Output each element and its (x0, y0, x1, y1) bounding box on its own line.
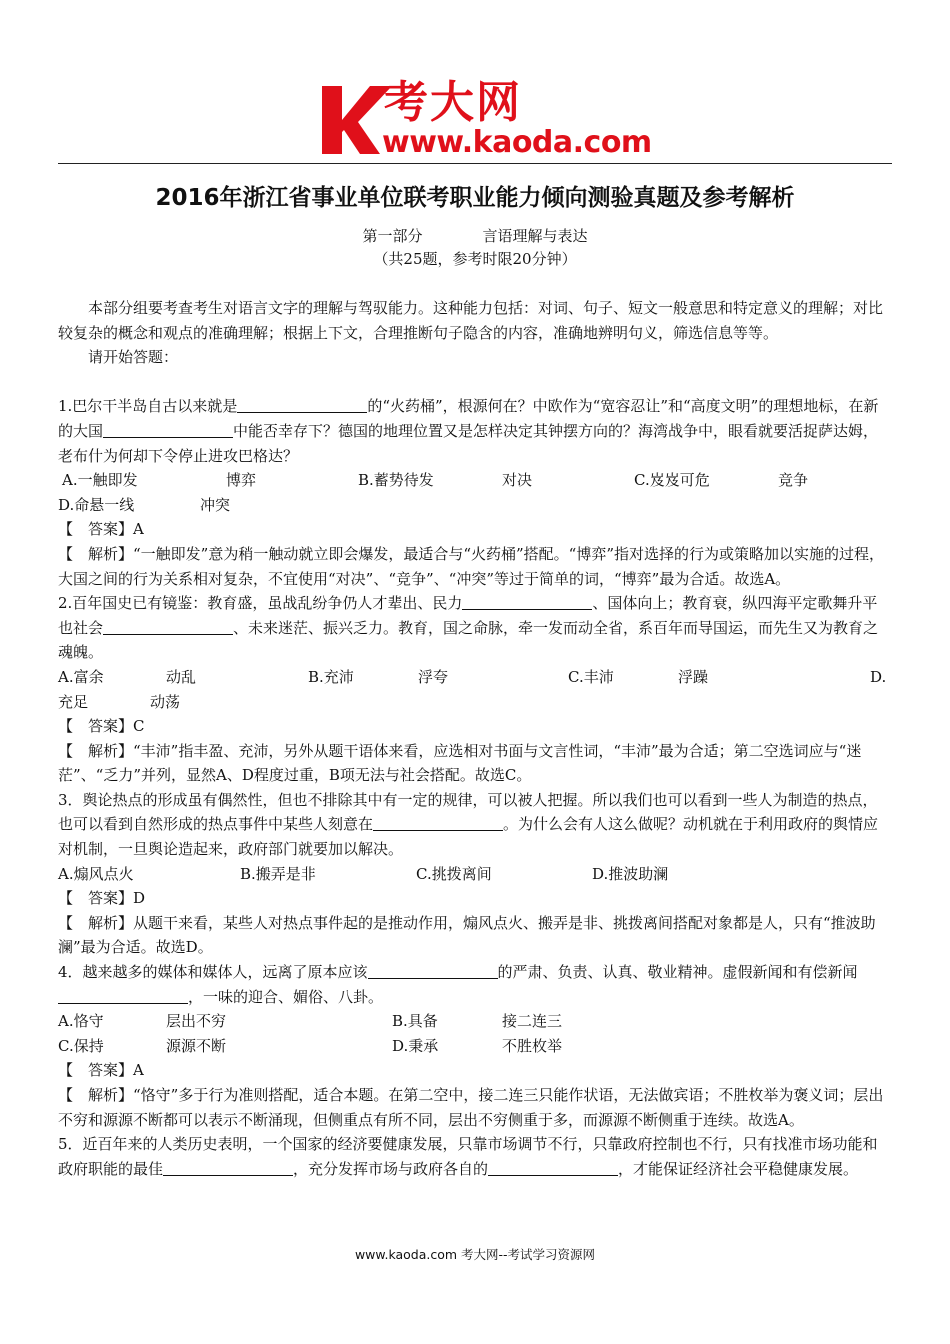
part-number: 第一部分 (362, 227, 423, 245)
option: 博弈 (226, 471, 257, 490)
option: 竞争 (778, 471, 809, 490)
question-1-options (58, 468, 892, 493)
question-2-options-row2 (58, 690, 892, 715)
option: D.命悬一线 (58, 495, 135, 514)
question-3-options (58, 862, 892, 887)
question-1-stem: 1.巴尔干半岛自古以来就是 的“火药桶”，根源何在？中欧作为“宽容忍让”和“高度文明”的理想地标，在新的大国 中能否幸存下？德国的地理位置又是怎样决定其钟摆方向的？海湾战争中，眼看就要活捉萨达姆，老布什为何却下令停止进攻巴格达？ (58, 397, 879, 465)
page-footer: www.kaoda.com 考大网--考试学习资源网 (354, 1247, 596, 1262)
question-2-answer: 【 答案】C (58, 717, 145, 736)
option: 不胜枚举 (502, 1036, 563, 1055)
option: 充足 (58, 692, 89, 711)
option: D. (870, 667, 887, 686)
option: 接二连三 (502, 1012, 563, 1031)
question-2-analysis: 【 解析】“丰沛”指丰盈、充沛，另外从题干语体来看，应选相对书面与文言性词，“丰沛”最为合适；第二空选词应与“迷茫”、“乏力”并列，显然A、D程度过重，B项无法与社会搭配。故选C。 (58, 741, 862, 785)
option: D.推波助澜 (592, 864, 669, 883)
question-4-stem: 4．越来越多的媒体和媒体人，远离了原本应该 的严肃、负责、认真、敬业精神。虚假新闻和有偿新闻，一味的迎合、媚俗、八卦。 (58, 963, 858, 1006)
answer-blank (163, 1159, 293, 1176)
question-1-answer: 【 答案】A (58, 520, 144, 539)
answer-blank (58, 987, 188, 1004)
start-prompt: 请开始答题： (88, 348, 179, 367)
question-3-analysis: 【 解析】从题干来看，某些人对热点事件起的是推动作用，煽风点火、搬弄是非、挑拨离间搭配对象都是人，只有“推波助澜”最为合适。故选D。 (58, 913, 876, 957)
answer-blank (368, 962, 498, 979)
option: C.岌岌可危 (634, 471, 710, 490)
option: 冲突 (200, 495, 231, 514)
option: 动荡 (150, 692, 181, 711)
option: A.煽风点火 (58, 864, 134, 883)
option: D.秉承 (392, 1036, 439, 1055)
option: 浮夸 (418, 667, 449, 686)
option: B.充沛 (308, 667, 354, 686)
question-3-stem: 3．舆论热点的形成虽有偶然性，但也不排除其中有一定的规律，可以被人把握。所以我们也可以看到一些人为制造的热点，也可以看到自然形成的热点事件中某些人刻意在 。为什么会有人这么做呢？动机就在于利用政府的舆情应对机制，一旦舆论造起来，政府部门就要加以解决。 (58, 790, 879, 859)
question-1-options-row2 (58, 493, 892, 518)
question-3-answer: 【 答案】D (58, 889, 146, 908)
answer-blank (103, 421, 233, 438)
kaoda-logo (318, 77, 652, 160)
part-name: 言语理解与表达 (482, 227, 588, 245)
intro-paragraph: 本部分组要考查考生对语言文字的理解与驾驭能力。这种能力包括：对词、句子、短文一般意思和特定意义的理解；对比较复杂的概念和观点的准确理解；根据上下文，合理推断句子隐含的内容，准确地辨明句义，筛选信息等等。 (58, 299, 884, 342)
option: A.一触即发 (62, 471, 138, 490)
answer-blank (237, 396, 367, 413)
option: 动乱 (166, 667, 197, 686)
document-title: 2016年浙江省事业单位联考职业能力倾向测验真题及参考解析 (155, 185, 795, 211)
header-rule (58, 163, 892, 164)
answer-blank (373, 814, 503, 831)
option: 浮躁 (678, 667, 709, 686)
document-body (58, 296, 892, 1181)
logo-url[interactable]: www.kaoda.com (382, 125, 652, 160)
option: C.丰沛 (568, 667, 614, 686)
question-4-options-row2 (58, 1034, 892, 1059)
option: 对决 (502, 471, 533, 490)
question-4-analysis: 【 解析】“恪守”多于行为准则搭配，适合本题。在第二空中，接二连三只能作状语，无法做宾语；不胜枚举为褒义词；层出不穷和源源不断都可以表示不断涌现，但侧重点有所不同，层出不穷侧重于多，而源源不断侧重于连续。故选A。 (58, 1086, 884, 1129)
option: 层出不穷 (166, 1012, 227, 1031)
answer-blank (103, 618, 233, 635)
option: 源源不断 (166, 1036, 227, 1055)
option: A.富余 (58, 667, 104, 686)
question-4-answer: 【 答案】A (58, 1061, 144, 1080)
option: A.恪守 (58, 1012, 104, 1031)
time-note: （共25题，参考时限20分钟） (373, 250, 577, 268)
option: C.挑拨离间 (416, 864, 492, 883)
answer-blank (488, 1159, 618, 1176)
question-5-stem: 5．近百年来的人类历史表明，一个国家的经济要健康发展，只靠市场调节不行，只靠政府控制也不行，只有找准市场功能和政府职能的最佳 ，充分发挥市场与政府各自的 ，才能保证经济社会平稳健康发展。 (58, 1135, 878, 1178)
option: B.蓄势待发 (358, 471, 434, 490)
question-2-options (58, 665, 892, 690)
option: C.保持 (58, 1036, 104, 1055)
part-heading (0, 225, 950, 247)
logo-title: 考大网 (384, 77, 522, 128)
option: B.搬弄是非 (240, 864, 316, 883)
option: B.具备 (392, 1012, 438, 1031)
answer-blank (462, 593, 592, 610)
question-2-stem: 2.百年国史已有镜鉴：教育盛，虽战乱纷争仍人才辈出、民力 、国体向上；教育衰，纵四海平定歌舞升平也社会 、未来迷茫、振兴乏力。教育，国之命脉，牵一发而动全省，系百年而导国运，而先生又为教育之魂魄。 (58, 594, 879, 662)
question-4-options-row1 (58, 1009, 892, 1034)
question-1-analysis: 【 解析】“一触即发”意为稍一触动就立即会爆发，最适合与“火药桶”搭配。“博弈”指对选择的行为或策略加以实施的过程，大国之间的行为关系相对复杂，不宜使用“对决”、“竞争”、“冲突”等过于简单的词，“博弈”最为合适。故选A。 (58, 544, 885, 588)
